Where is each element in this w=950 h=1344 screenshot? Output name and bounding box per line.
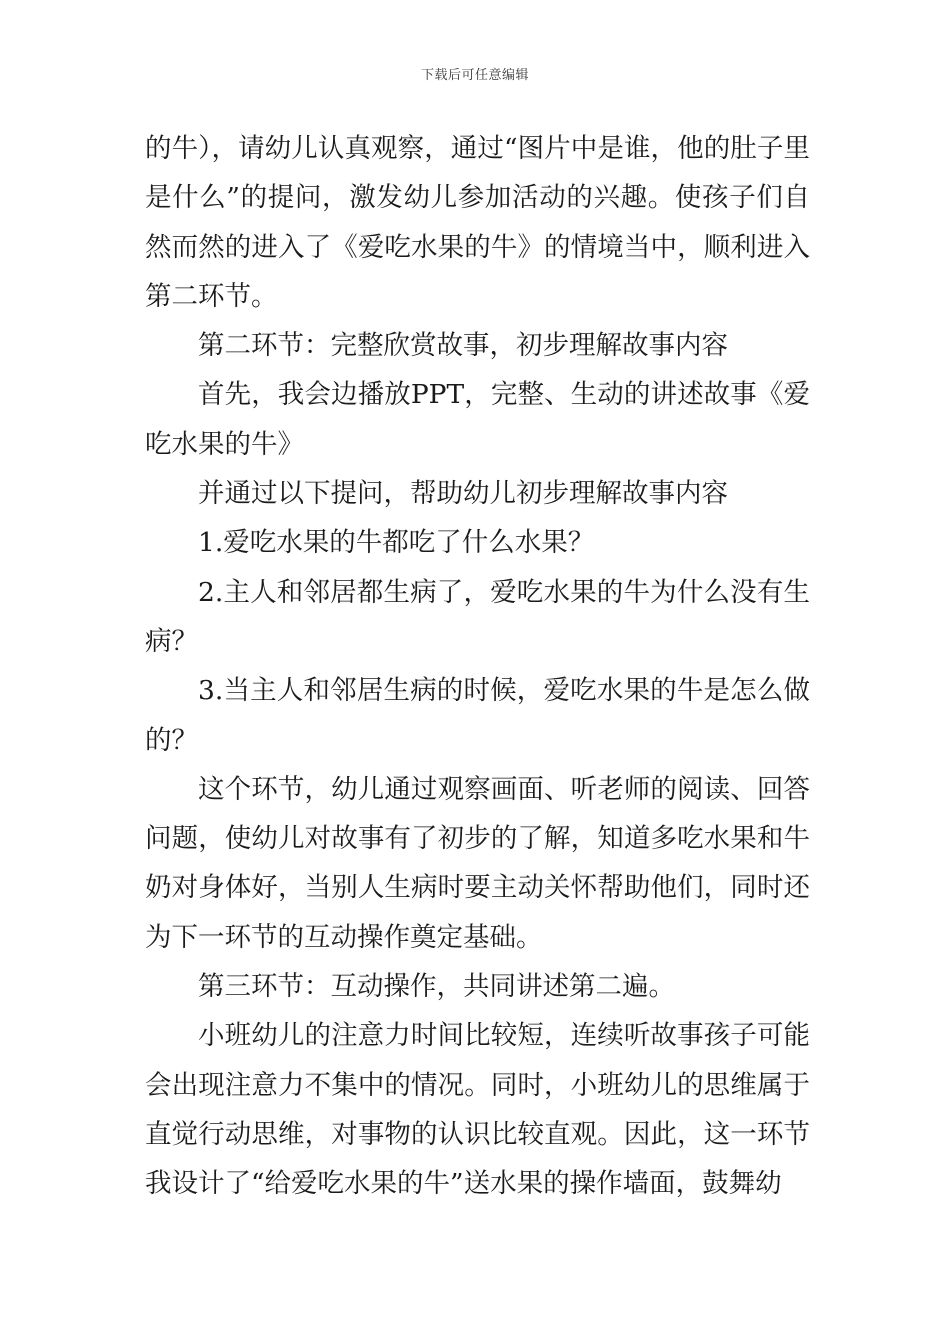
paragraph-section-2-summary: 这个环节，幼儿通过观察画面、听老师的阅读、回答问题，使幼儿对故事有了初步的了解，知道多吃水果和牛奶对身体好，当别人生病时要主动关怀帮助他们，同时还为下一环节的互动操作奠定基础。: [145, 773, 810, 953]
paragraph-section-3-body: 小班幼儿的注意力时间比较短，连续听故事孩子可能会出现注意力不集中的情况。同时，小班幼儿的思维属于直觉行动思维，对事物的认识比较直观。因此，这一环节我设计了“给爱吃水果的牛”送水果的操作墙面，鼓舞幼: [145, 1020, 810, 1200]
document-body: [145, 124, 810, 1209]
page-header: 下载后可任意编辑: [420, 68, 529, 83]
paragraph-questions-intro: 并通过以下提问，帮助幼儿初步理解故事内容: [198, 478, 728, 510]
section-heading-3: 第三环节：互动操作，共同讲述第二遍。: [198, 971, 675, 1003]
paragraph-story-ppt: 首先，我会边播放PPT，完整、生动的讲述故事《爱吃水果的牛》: [145, 379, 810, 460]
section-heading-2: 第二环节：完整欣赏故事，初步理解故事内容: [198, 330, 728, 362]
paragraph-intro-continuation: 的牛），请幼儿认真观察，通过“图片中是谁，他的肚子里是什么”的提问，激发幼儿参加活动的兴趣。使孩子们自然而然的进入了《爱吃水果的牛》的情境当中，顺利进入第二环节。: [145, 133, 810, 312]
question-2: 2.主人和邻居都生病了，爱吃水果的牛为什么没有生病？: [145, 576, 810, 657]
question-3: 3.当主人和邻居生病的时候，爱吃水果的牛是怎么做的？: [145, 675, 810, 756]
question-1: 1.爱吃水果的牛都吃了什么水果？: [198, 527, 595, 559]
